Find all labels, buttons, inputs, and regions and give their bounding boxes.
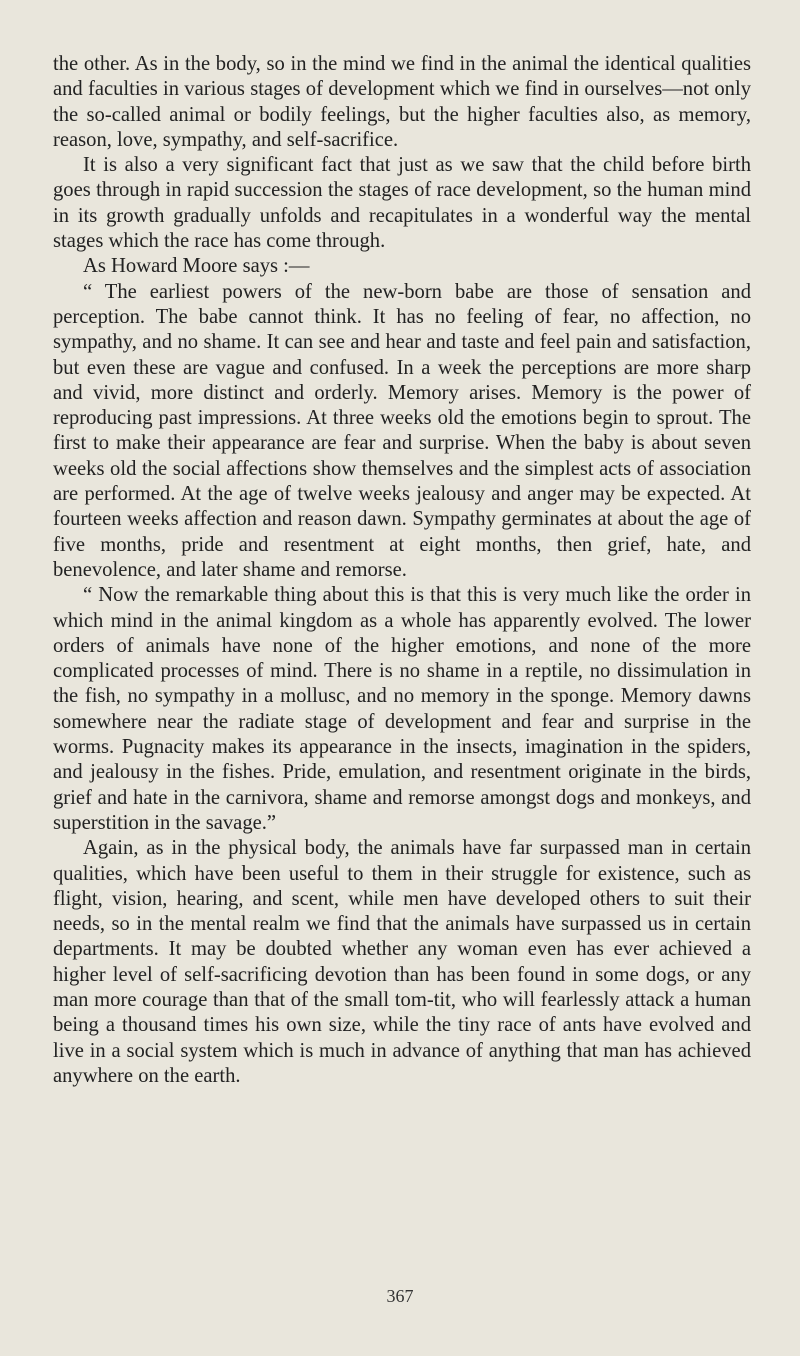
quote-paragraph-animal-kingdom: “ Now the remarkable thing about this is that this is very much like the order in which mind in the animal kingdom as a whole has apparently evolved. The lower orders of animals have none of the higher emotions, and none of the more complicated processes of mind. There is no shame in a reptile, no dissimulation in the fish, no sympathy in a mollusc, and no memory in the sponge. Memory dawns somewhere near the radiate stage of development and fear and surprise in the worms. Pugnacity makes its appearance in the insects, imagination in the spiders, and jealousy in the fishes. Pride, emulation, and resentment originate in the birds, grief and hate in the carnivora, shame and remorse amongst dogs and monkeys, and superstition in the savage.”	[53, 584, 751, 834]
page-number: 367	[386, 1286, 414, 1306]
paragraph-animals-surpassed: Again, as in the physical body, the animals have far surpassed man in certain qualities, which have been useful to them in their struggle for existence, such as flight, vision, hearing, and scent, while men have developed others to suit their needs, so in the mental realm we find that the animals have surpassed us in certain departments. It may be doubted whether any woman even has ever achieved a higher level of self-sacrificing devotion than has been found in some dogs, or any man more courage than that of the small tom-tit, who will fearlessly attack a human being a thousand times his own size, while the tiny race of ants have evolved and live in a social system which is much in advance of anything that man has achieved anywhere on the earth.	[53, 837, 751, 1087]
quote-paragraph-babe: “ The earliest powers of the new-born babe are those of sensation and perception. The babe cannot think. It has no feeling of fear, no affection, no sympathy, and no shame. It can see and hear and taste and feel pain and satisfaction, but even these are vague and confused. In a week the perceptions are more sharp and vivid, more distinct and orderly. Memory arises. Memory is the power of reproducing past impressions. At three weeks old the emotions begin to sprout. The first to make their appearance are fear and surprise. When the baby is about seven weeks old the social affections show themselves and the simplest acts of association are performed. At the age of twelve weeks jealousy and anger may be expected. At fourteen weeks affection and reason dawn. Sympathy germinates at about the age of five months, pride and resentment at eight months, then grief, hate, and benevolence, and later shame and remorse.	[53, 280, 751, 581]
body-text	[53, 52, 751, 1089]
paragraph-race-development: It is also a very significant fact that just as we saw that the child before birth goes through in rapid succession the stages of race development, so the human mind in its growth gradually unfolds and recapitulates in a wonderful way the mental stages which the race has come through.	[53, 154, 751, 253]
paragraph-continuation: the other. As in the body, so in the mind we find in the animal the identical qualities and faculties in various stages of development which we find in ourselves—not only the so-called animal or bodily feelings, but the higher faculties also, as memory, reason, love, sympathy, and self-sacrifice.	[53, 53, 751, 151]
paragraph-quote-intro: As Howard Moore says :—	[83, 255, 310, 278]
